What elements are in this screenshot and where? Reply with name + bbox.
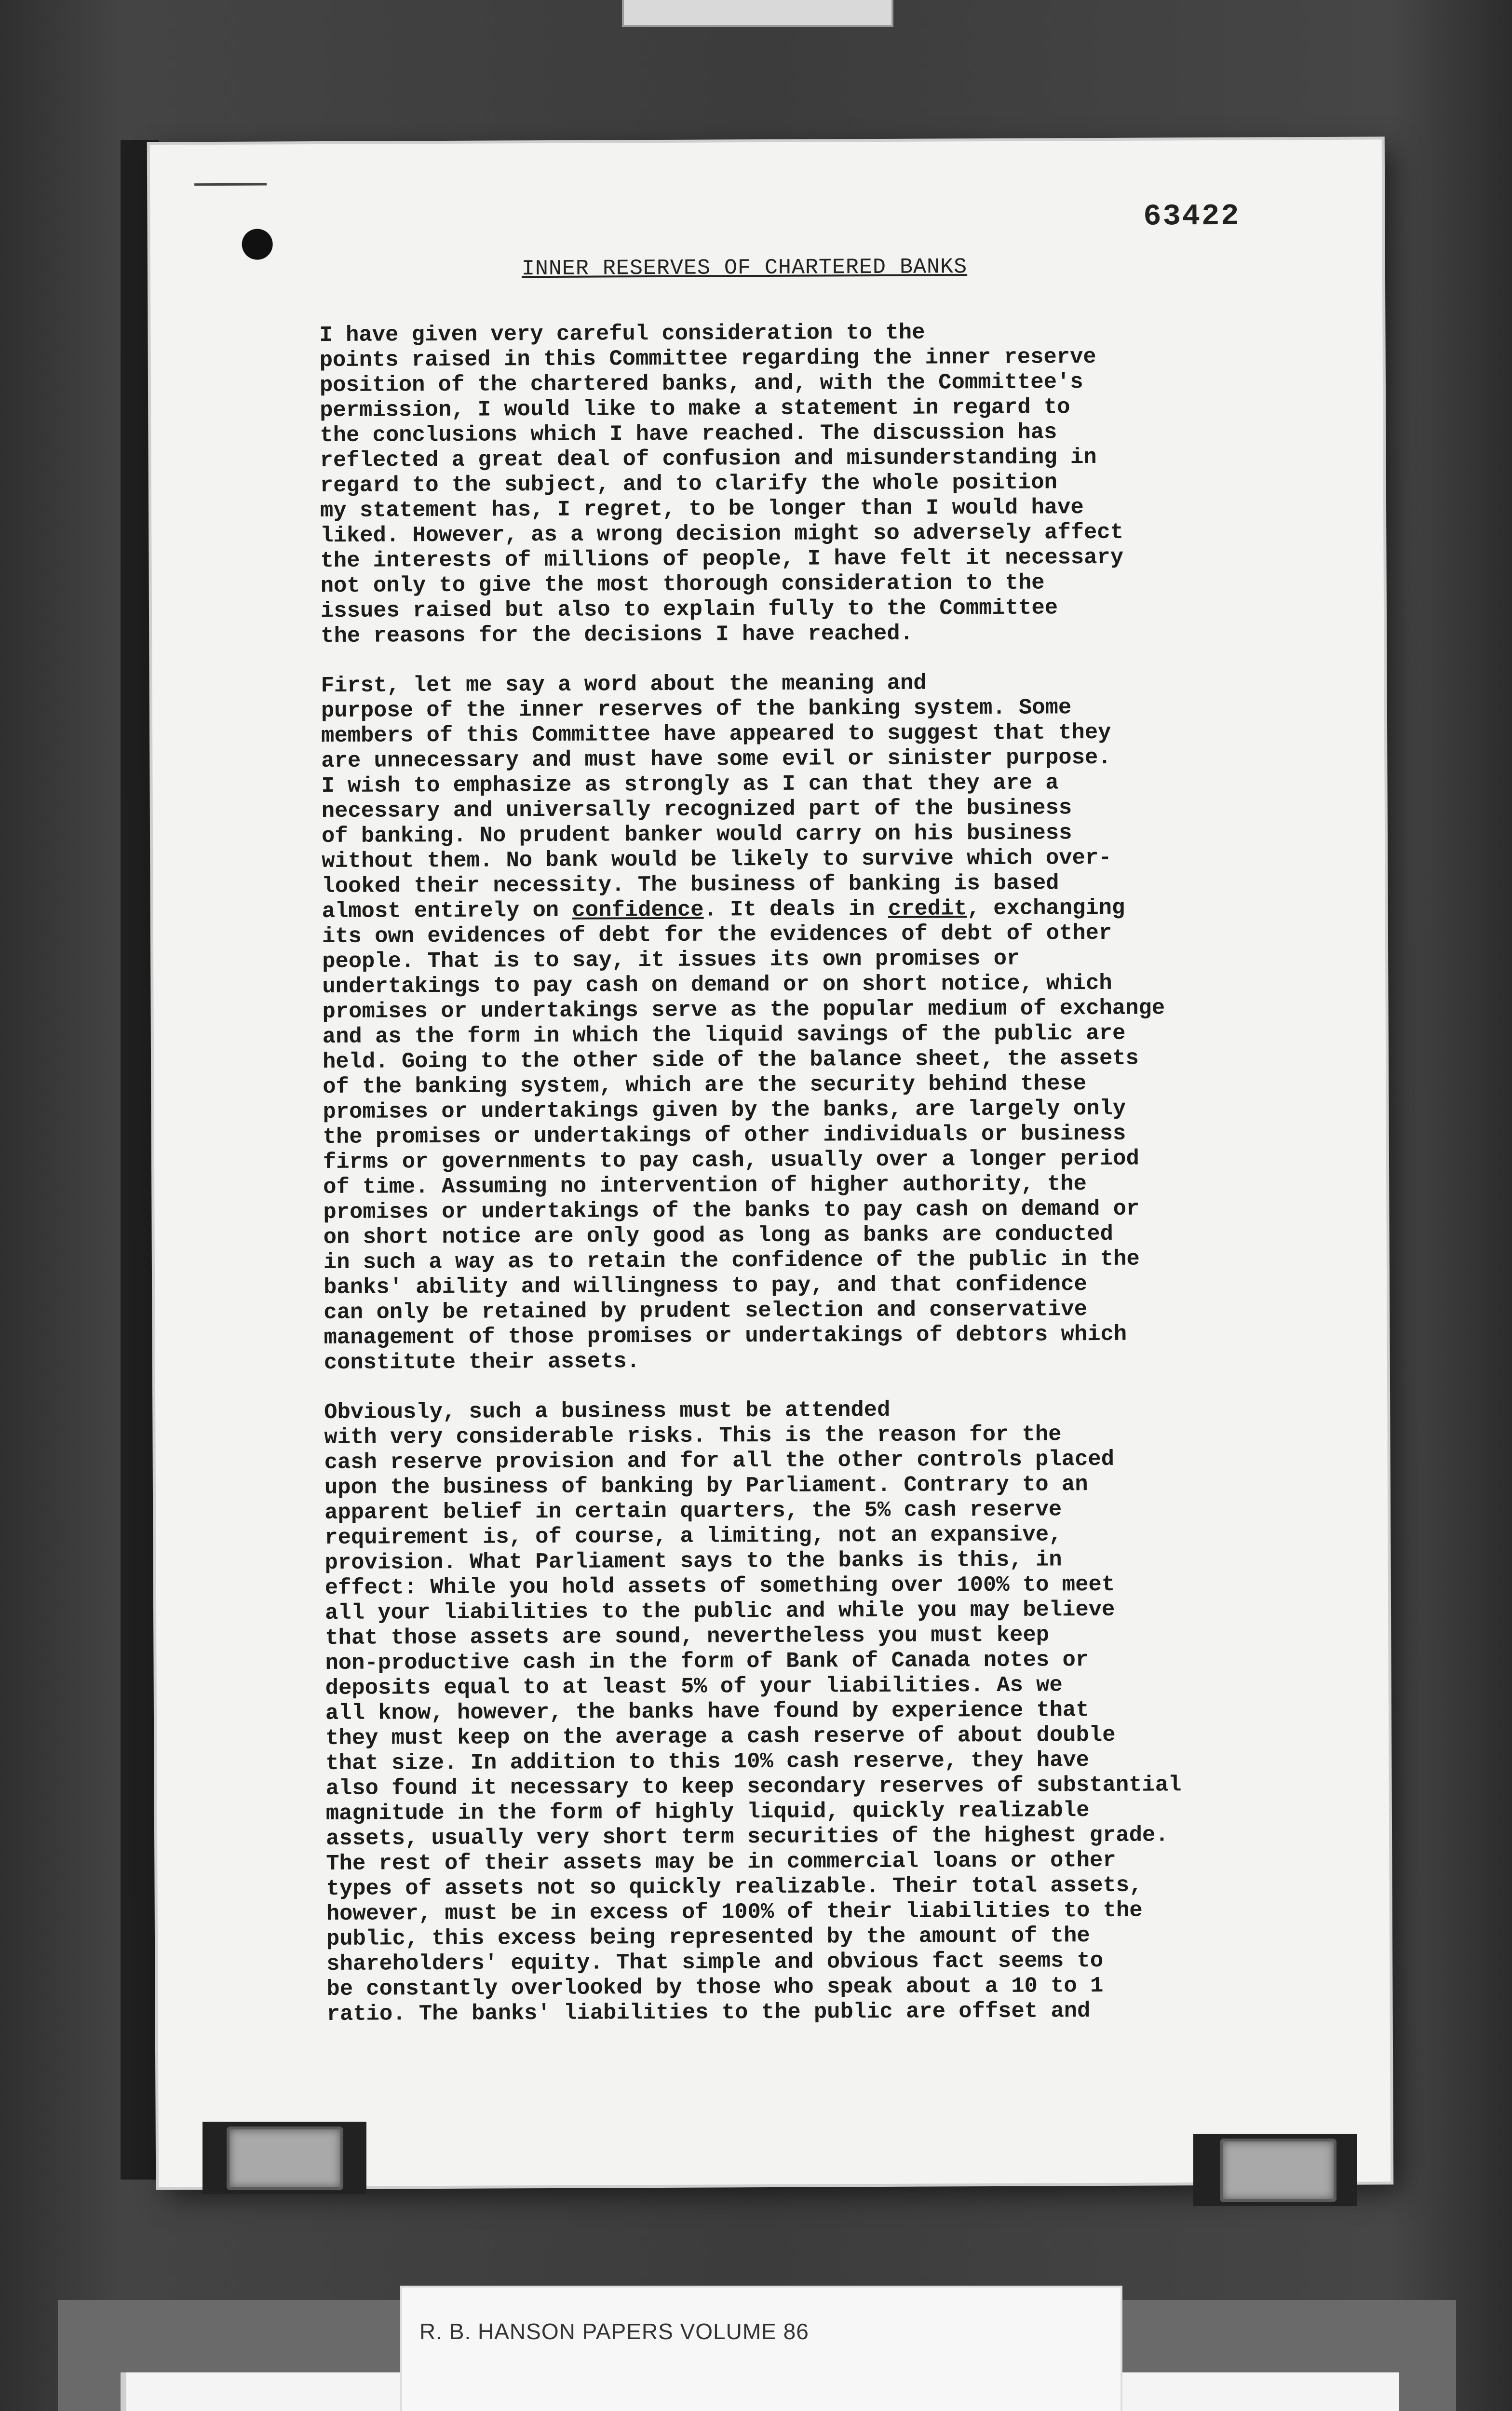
document-body	[319, 318, 1286, 2051]
paragraph-2: First, let me say a word about the meaning and purpose of the inner reserves of the banking system. Some members of this Committee have appeared to suggest that they are unnecessary and must have some evil or sinister purpose. I wish to emphasize as strongly as I can that they are a necessary and universally recognized part of the business of banking. No prudent banker would carry on his business without them. No bank would be likely to survive which over- looked their necessity. The business of banking is based	[321, 670, 1112, 899]
paragraph-1: I have given very careful consideration to the points raised in this Committee regarding the inner reserve position of the chartered banks, and, with the Committee's permission, I would like to make a statement in regard to the conclusions which I have reached. The discussion has reflected a great deal of confusion and misunderstanding in regard to the subject, and to clarify the whole position my statement has, I regret, to be longer than I would have liked. However, as a wrong decision might so adversely affect the interests of millions of people, I have felt it necessary not only to give the most thorough consideration to the issues raised but also to explain fully to the Committee the reasons for the decisions I have reached.	[319, 320, 1124, 649]
confidence-line-middle: . It deals in	[703, 896, 888, 922]
word-credit: credit	[888, 896, 967, 921]
paragraph-3: Obviously, such a business must be attended with very considerable risks. This is the reason for the cash reserve provision and for all the other controls placed upon the business of banking by Parliament. Contrary to an apparent belief in certain quarters, the 5% cash reserve requirement is, of course, a limiting, not an expansive, provision. What Parliament says to the banks is this, in effect: While you hold assets of something over 100% to meet all your liabilities to the public and while you may believe that those assets are sound, nevertheless you must keep non-productive cash in the form of Bank of Canada notes or deposits equal to at least 5% of your liabilities. As we all know, however, the banks have found by experience that they must keep on the average a cash reserve of about double that size. In addition to this 10% cash reserve, they have also found it necessary to keep secondary reserves of substantial magnitude in the form of highly liquid, quickly realizable assets, usually very short term securities of the highest grade. The rest of their assets may be in commercial loans or other types of assets not so quickly realizable. Their total assets, however, must be in excess of 100% of their liabilities to the public, this excess being represented by the amount of the shareholders' equity. That simple and obvious fact seems to be constantly overlooked by those who speak about a 10 to 1 ratio. The banks' liabilities to the public are offset and	[324, 1397, 1182, 2027]
volume-label-text: R. B. HANSON PAPERS VOLUME 86	[419, 2319, 809, 2344]
paragraph-2-continued: its own evidences of debt for the evidences of debt of other people. That is to say, it issues its own promises or undertakings to pay cash on demand or on short notice, which promises or undertakings serve as the popular medium of exchange and as the form in which the liquid savings of the public are held. Going to the other side of the balance sheet, the assets of the banking system, which are the security behind these promises or undertakings given by the banks, are largely only the promises or undertakings of other individuals or business firms or governments to pay cash, usually over a longer period of time. Assuming no intervention of higher authority, the promises or undertakings of the banks to pay cash on demand or on short notice are only good as long as banks are conducted in such a way as to retain the confidence of the public in the banks' ability and willingness to pay, and that confidence can only be retained by prudent selection and conservative management of those promises or undertakings of debtors which constitute their assets.	[322, 920, 1165, 1376]
page-number: 63422	[1143, 199, 1241, 234]
document-page	[150, 139, 1390, 2187]
punch-hole	[242, 229, 273, 259]
binder-clip-right	[1220, 2139, 1336, 2202]
pin-mark	[194, 183, 267, 191]
document-title: INNER RESERVES OF CHARTERED BANKS	[521, 255, 968, 282]
confidence-line	[322, 894, 1282, 924]
word-confidence: confidence	[572, 897, 704, 923]
top-paper-tab	[622, 0, 893, 27]
volume-tape-label	[400, 2286, 1122, 2411]
binder-clip-left	[227, 2127, 343, 2190]
confidence-line-after: , exchanging	[967, 895, 1125, 921]
confidence-line-before: almost entirely on	[322, 897, 572, 924]
